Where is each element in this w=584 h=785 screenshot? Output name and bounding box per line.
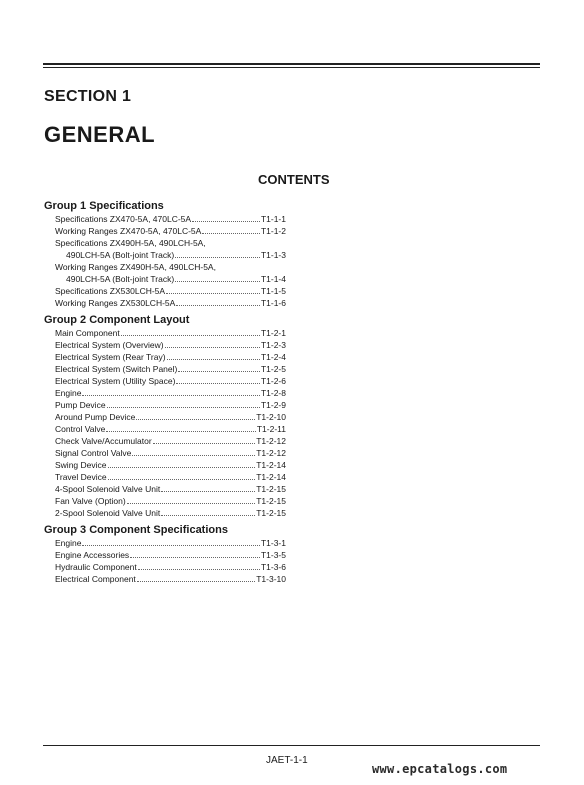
toc-entry[interactable]: [44, 261, 286, 285]
dot-leader: [138, 569, 260, 570]
toc-entry-page: T1-2-6: [260, 376, 286, 386]
toc-entry-text: 4-Spool Solenoid Valve Unit: [55, 484, 161, 494]
toc-entry-page: T1-2-14: [256, 460, 286, 470]
toc-entry-text: Electrical System (Switch Panel): [55, 364, 178, 374]
toc-entry[interactable]: [44, 537, 286, 549]
dot-leader: [202, 233, 260, 234]
toc-group: [44, 313, 286, 519]
toc-entry-page: T1-2-15: [256, 508, 286, 518]
toc-entry[interactable]: [44, 447, 286, 459]
dot-leader: [82, 395, 259, 396]
toc-entry[interactable]: [44, 471, 286, 483]
toc-entry-text: Engine: [55, 538, 82, 548]
toc-entry[interactable]: [44, 423, 286, 435]
dot-leader: [108, 467, 256, 468]
toc-entry-text: Control Valve: [55, 424, 106, 434]
toc-entry-page: T1-3-10: [256, 574, 286, 584]
toc-entry[interactable]: [44, 495, 286, 507]
section-label: SECTION 1: [44, 88, 132, 105]
dot-leader: [132, 455, 255, 456]
toc-entry-page: T1-1-4: [260, 274, 286, 284]
toc-entry-text: Working Ranges ZX490H-5A, 490LCH-5A,: [55, 262, 216, 272]
dot-leader: [161, 491, 255, 492]
dot-leader: [82, 545, 259, 546]
toc-entry[interactable]: [44, 435, 286, 447]
toc-entry-text: Signal Control Valve: [55, 448, 132, 458]
toc-entry-text: Specifications ZX490H-5A, 490LCH-5A,: [55, 238, 206, 248]
toc-entry[interactable]: [44, 573, 286, 585]
page-code: JAET-1-1: [266, 755, 308, 766]
toc-entry-text: Specifications ZX530LCH-5A: [55, 286, 166, 296]
toc-entry-page: T1-1-2: [260, 226, 286, 236]
footer-rule: [43, 745, 540, 746]
section-title: GENERAL: [44, 122, 156, 147]
toc-entry-text: Electrical Component: [55, 574, 136, 584]
dot-leader: [130, 557, 260, 558]
toc-entry-page: T1-3-5: [260, 550, 286, 560]
toc-group: [44, 523, 286, 585]
watermark-url: www.epcatalogs.com: [372, 762, 508, 776]
toc-entry[interactable]: [44, 339, 286, 351]
toc-entry[interactable]: [44, 387, 286, 399]
header-rule-thick: [43, 63, 540, 65]
toc-entry-page: T1-1-6: [260, 298, 286, 308]
toc-entry-text: Hydraulic Component: [55, 562, 137, 572]
toc-entry-page: T1-2-5: [260, 364, 286, 374]
toc-entry[interactable]: [44, 363, 286, 375]
toc-entry[interactable]: [44, 225, 286, 237]
header-rule-thin: [43, 67, 540, 68]
dot-leader: [136, 419, 255, 420]
dot-leader: [175, 257, 260, 258]
toc-entry[interactable]: [44, 399, 286, 411]
toc-entry-text: Electrical System (Rear Tray): [55, 352, 166, 362]
contents-heading: CONTENTS: [258, 172, 330, 187]
dot-leader: [165, 347, 260, 348]
toc-entry-text: Check Valve/Accumulator: [55, 436, 152, 446]
toc-entry-page: T1-1-5: [260, 286, 286, 296]
dot-leader: [137, 581, 255, 582]
toc-entry-page: T1-2-11: [256, 424, 286, 434]
toc-entry-text: Pump Device: [55, 400, 106, 410]
toc-entry-page: T1-2-10: [256, 412, 286, 422]
toc-entry-text: 2-Spool Solenoid Valve Unit: [55, 508, 161, 518]
toc-entry-page: T1-2-15: [256, 496, 286, 506]
dot-leader: [175, 281, 260, 282]
toc-entry-text-continued: 490LCH-5A (Bolt-joint Track): [66, 274, 175, 284]
toc-entry-text: Specifications ZX470-5A, 470LC-5A: [55, 214, 192, 224]
toc-entry[interactable]: [44, 213, 286, 225]
toc-entry-page: T1-2-9: [260, 400, 286, 410]
dot-leader: [153, 443, 256, 444]
toc-entry[interactable]: [44, 411, 286, 423]
toc-entry[interactable]: [44, 507, 286, 519]
dot-leader: [161, 515, 255, 516]
dot-leader: [176, 383, 260, 384]
dot-leader: [106, 431, 255, 432]
toc-entry-text: Working Ranges ZX470-5A, 470LC-5A: [55, 226, 202, 236]
toc-entry-text: Electrical System (Overview): [55, 340, 164, 350]
toc-entry-page: T1-2-12: [256, 448, 286, 458]
toc-group-title: Group 3 Component Specifications: [44, 524, 228, 536]
toc-entry[interactable]: [44, 327, 286, 339]
toc-entry[interactable]: [44, 549, 286, 561]
toc-group: [44, 199, 286, 309]
toc-entry-text: Engine Accessories: [55, 550, 130, 560]
toc-entry-page: T1-3-6: [260, 562, 286, 572]
toc-entry-page: T1-3-1: [260, 538, 286, 548]
toc-entry-page: T1-1-1: [260, 214, 286, 224]
toc-entry[interactable]: [44, 483, 286, 495]
toc-entry-page: T1-2-12: [256, 436, 286, 446]
toc-entry-text: Working Ranges ZX530LCH-5A: [55, 298, 176, 308]
toc-group-title: Group 1 Specifications: [44, 200, 164, 212]
toc-entry[interactable]: [44, 237, 286, 261]
toc-entry-text: Swing Device: [55, 460, 107, 470]
toc-entry-page: T1-2-8: [260, 388, 286, 398]
toc-entry-page: T1-1-3: [260, 250, 286, 260]
toc-entry-page: T1-2-14: [256, 472, 286, 482]
toc-entry-text: Around Pump Device: [55, 412, 136, 422]
dot-leader: [167, 359, 260, 360]
dot-leader: [127, 503, 256, 504]
toc-entry-page: T1-2-15: [256, 484, 286, 494]
toc-entry-page: T1-2-1: [260, 328, 286, 338]
toc-entry-text: Main Component: [55, 328, 120, 338]
toc-entry-page: T1-2-4: [260, 352, 286, 362]
toc-entry-text: Fan Valve (Option): [55, 496, 126, 506]
toc-entry-text: Travel Device: [55, 472, 107, 482]
toc-entry-text-continued: 490LCH-5A (Bolt-joint Track): [66, 250, 175, 260]
toc-entry[interactable]: [44, 285, 286, 297]
dot-leader: [166, 293, 260, 294]
dot-leader: [107, 407, 260, 408]
dot-leader: [178, 371, 260, 372]
toc-entry-text: Engine: [55, 388, 82, 398]
toc-entry[interactable]: [44, 561, 286, 573]
dot-leader: [108, 479, 256, 480]
toc-entry[interactable]: [44, 297, 286, 309]
dot-leader: [121, 335, 260, 336]
dot-leader: [176, 305, 260, 306]
toc-entry[interactable]: [44, 375, 286, 387]
toc-entry-page: T1-2-3: [260, 340, 286, 350]
dot-leader: [192, 221, 260, 222]
table-of-contents: [44, 199, 286, 589]
toc-entry[interactable]: [44, 459, 286, 471]
toc-group-title: Group 2 Component Layout: [44, 314, 190, 326]
toc-entry-text: Electrical System (Utility Space): [55, 376, 176, 386]
toc-entry[interactable]: [44, 351, 286, 363]
